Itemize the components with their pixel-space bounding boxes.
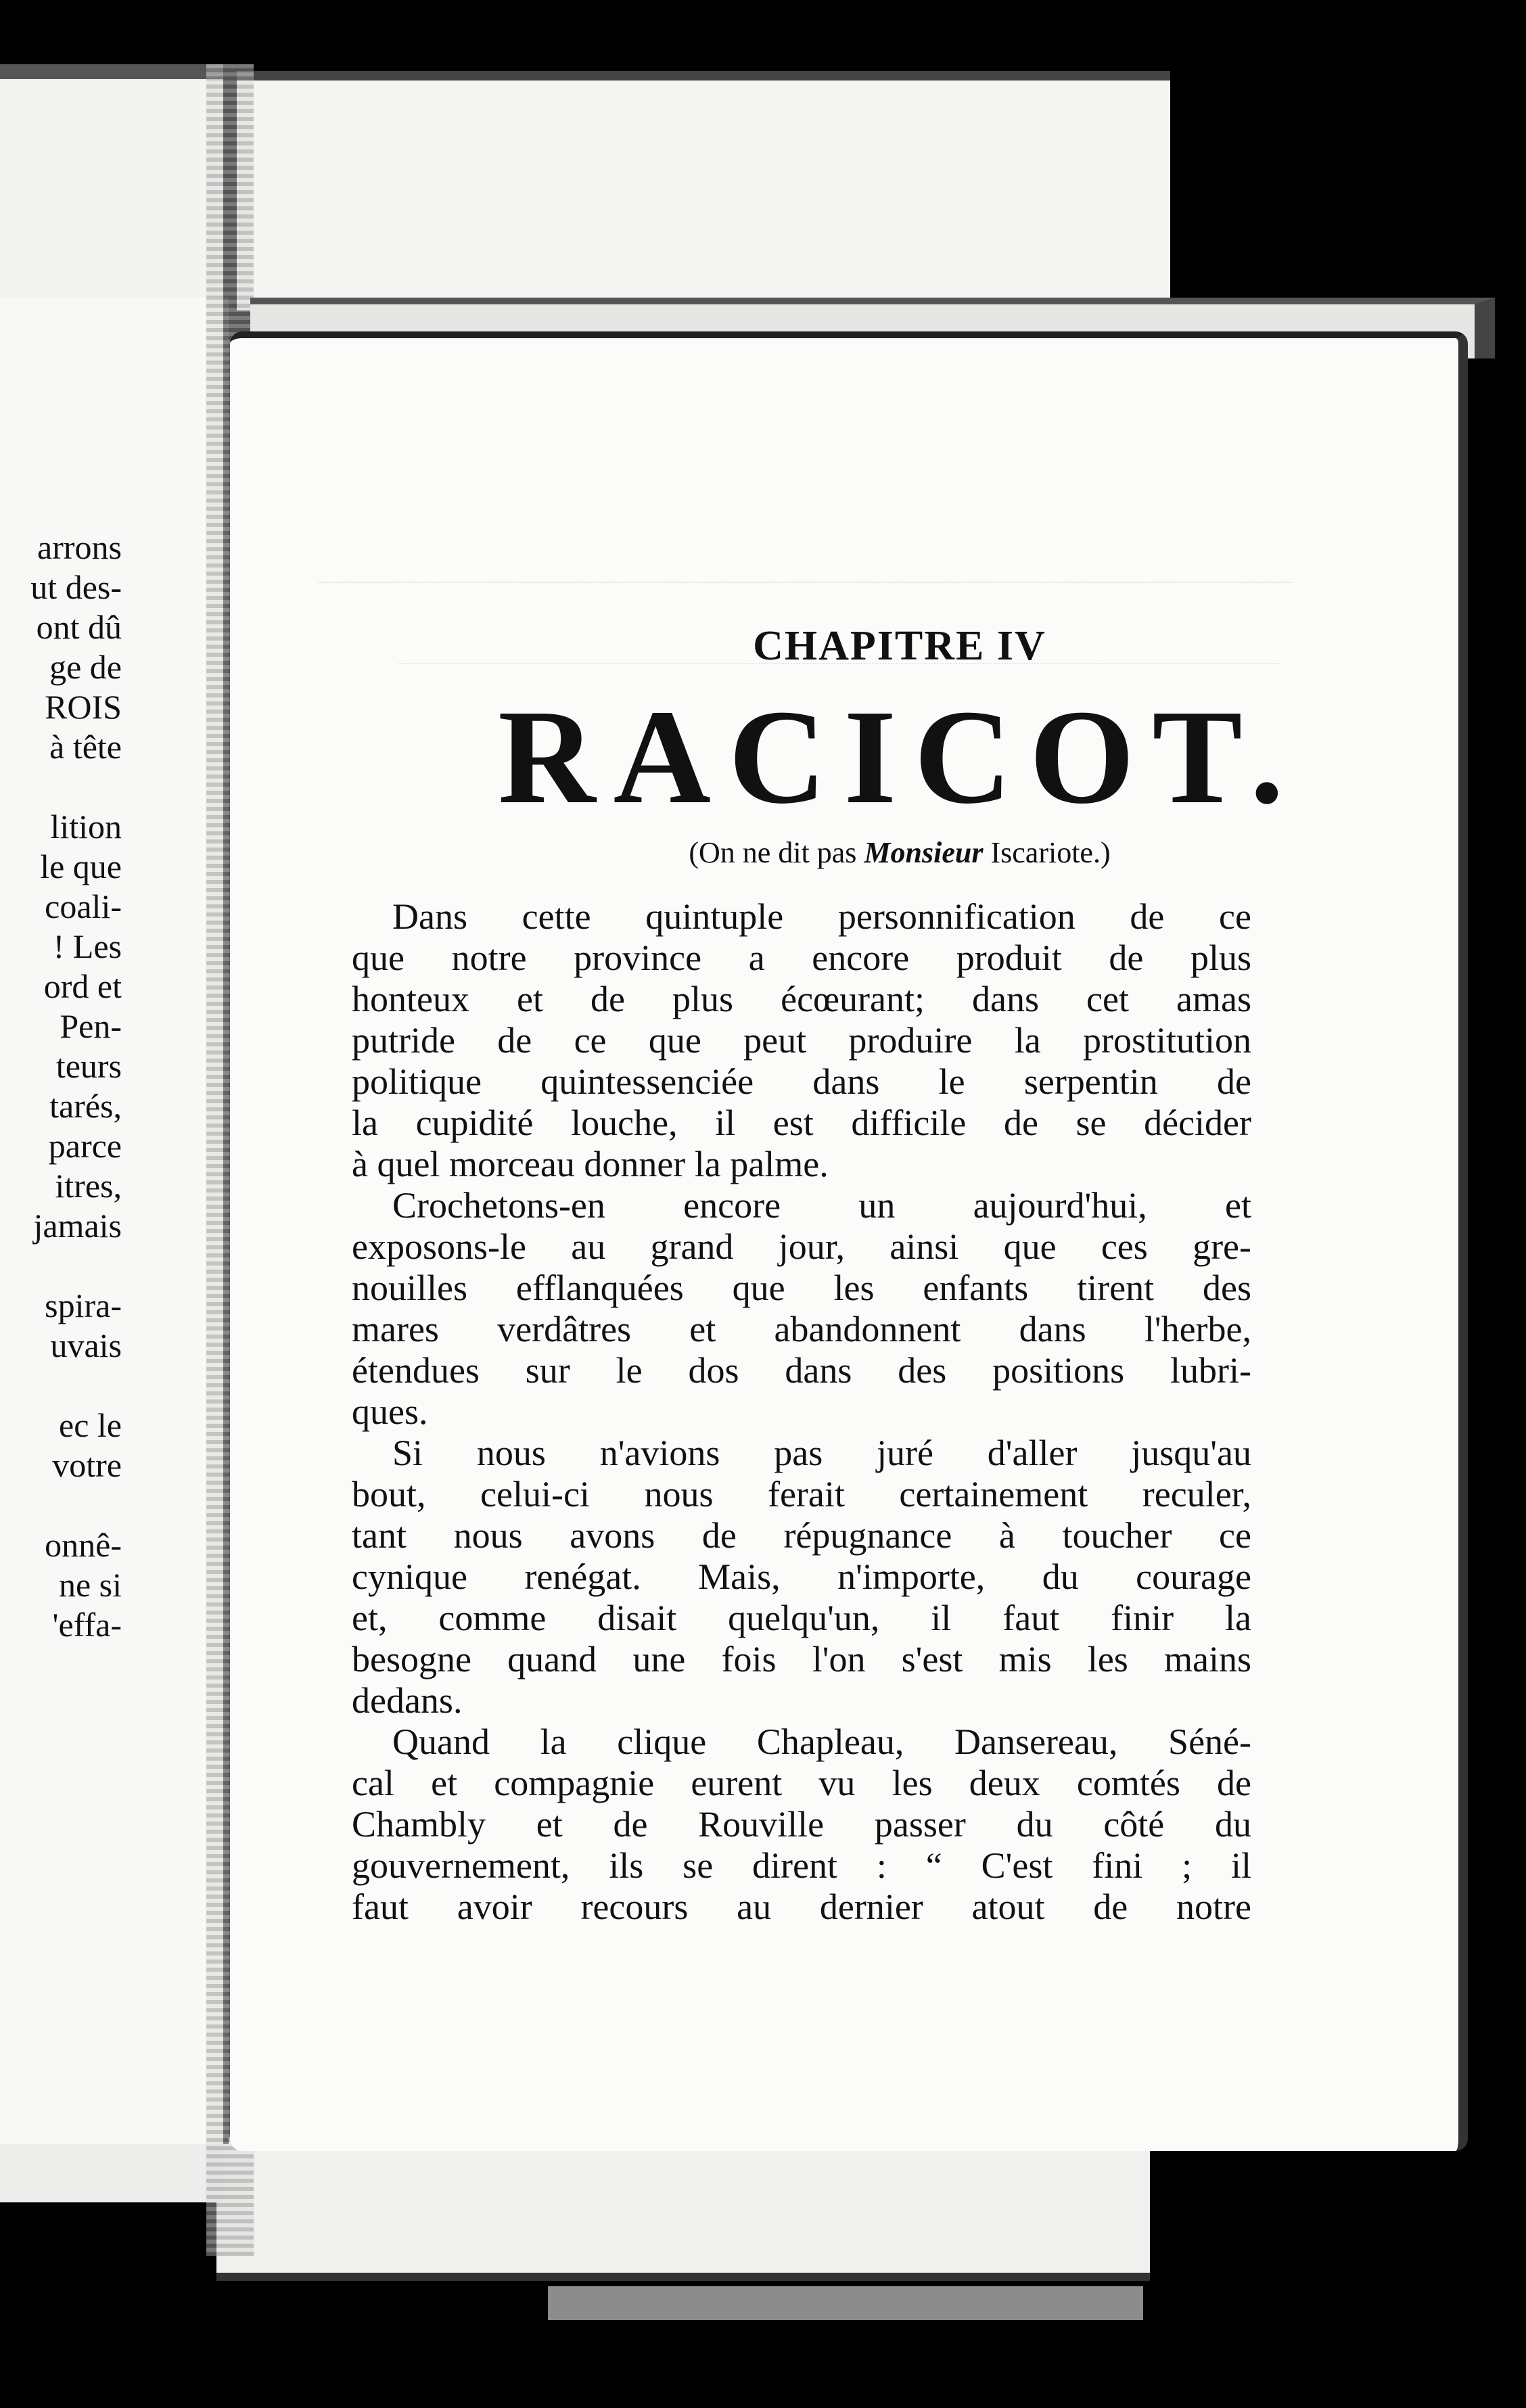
left-page-line: ut des- [30,568,122,606]
left-page-fragment [0,298,229,2144]
left-page-line: 'effa- [52,1606,122,1644]
left-page-line: onnê- [45,1526,122,1564]
body-line: Quand la clique Chapleau, Dansereau, Séné- [392,1721,1251,1762]
body-line: bout, celui-ci nous ferait certainement reculer, [352,1474,1251,1514]
body-line: Crochetons-en encore un aujourd'hui, et [392,1185,1251,1226]
body-line: putride de ce que peut produire la prostitution [352,1020,1251,1061]
right-page [230,331,1468,2151]
body-line: la cupidité louche, il est difficile de se décider [352,1103,1251,1143]
left-back-sheet-bottom [0,2137,223,2202]
chapter-title: RACICOT. [498,682,1301,832]
body-line: faut avoir recours au dernier atout de notre [352,1886,1251,1927]
body-line: dedans. [352,1680,463,1721]
body-line: cal et compagnie eurent vu les deux comtés de [352,1763,1251,1803]
left-page-line: spira- [45,1287,122,1324]
body-line: Si nous n'avions pas juré d'aller jusqu'au [392,1433,1251,1473]
left-page-line: le que [40,848,122,885]
subtitle-open: (On ne dit pas [689,836,857,869]
body-line: tant nous avons de répugnance à toucher ce [352,1515,1251,1556]
chapter-subtitle [230,835,1468,870]
left-page-line: ec le [59,1406,122,1444]
back-sheet-bottom [216,2137,1150,2281]
left-page-line: Pen- [60,1007,122,1045]
chapter-body [352,896,1251,1928]
left-page-line: jamais [33,1207,122,1245]
body-line: nouilles efflanquées que les enfants tirent des [352,1268,1251,1308]
body-line: Dans cette quintuple personnification de ce [392,896,1251,937]
left-back-sheet-top [0,64,223,310]
body-line: cynique renégat. Mais, n'importe, du courage [352,1556,1251,1597]
chapter-label: CHAPITRE IV [753,623,1046,669]
left-page-line: ge de [49,648,122,686]
left-page-line: coali- [45,887,122,925]
left-page-line: à tête [49,728,122,766]
body-line: mares verdâtres et abandonnent dans l'herbe, [352,1309,1251,1349]
left-page-line: itres, [55,1167,122,1205]
left-page-line: parce [48,1127,122,1165]
body-line: et, comme disait quelqu'un, il faut finir la [352,1598,1251,1638]
body-line: besogne quand une fois l'on s'est mis les mains [352,1639,1251,1680]
left-page-line: arrons [37,528,122,566]
body-line: ques. [352,1391,428,1432]
body-line: que notre province a encore produit de plus [352,937,1251,978]
back-sheet-top [237,71,1170,310]
left-page-line: uvais [50,1326,122,1364]
left-page-line: lition [50,808,122,846]
body-line: politique quintessenciée dans le serpentin de [352,1061,1251,1102]
subtitle-italic: Monsieur [864,836,984,869]
left-page-line: ! Les [53,927,122,965]
left-page-line: ne si [58,1566,122,1604]
left-page-line: tarés, [49,1087,122,1125]
subtitle-close: Iscariote.) [990,836,1111,869]
body-line: honteux et de plus écœurant; dans cet amas [352,979,1251,1019]
body-line: étendues sur le dos dans des positions lubri- [352,1350,1251,1391]
left-page-line: ord et [43,967,122,1005]
show-through-mark [318,582,1292,610]
left-page-line: teurs [55,1047,122,1085]
body-line: Chambly et de Rouville passer du côté du [352,1804,1251,1845]
left-page-line: ont dû [36,608,122,646]
body-line: gouvernement, ils se dirent : “ C'est fini ; il [352,1845,1251,1886]
body-line: à quel morceau donner la palme. [352,1144,829,1184]
body-line: exposons-le au grand jour, ainsi que ces gre- [352,1226,1251,1267]
back-sheet-bottom-strip [548,2286,1143,2320]
left-page-line: ROIS [45,688,122,726]
left-page-line: votre [52,1446,122,1484]
